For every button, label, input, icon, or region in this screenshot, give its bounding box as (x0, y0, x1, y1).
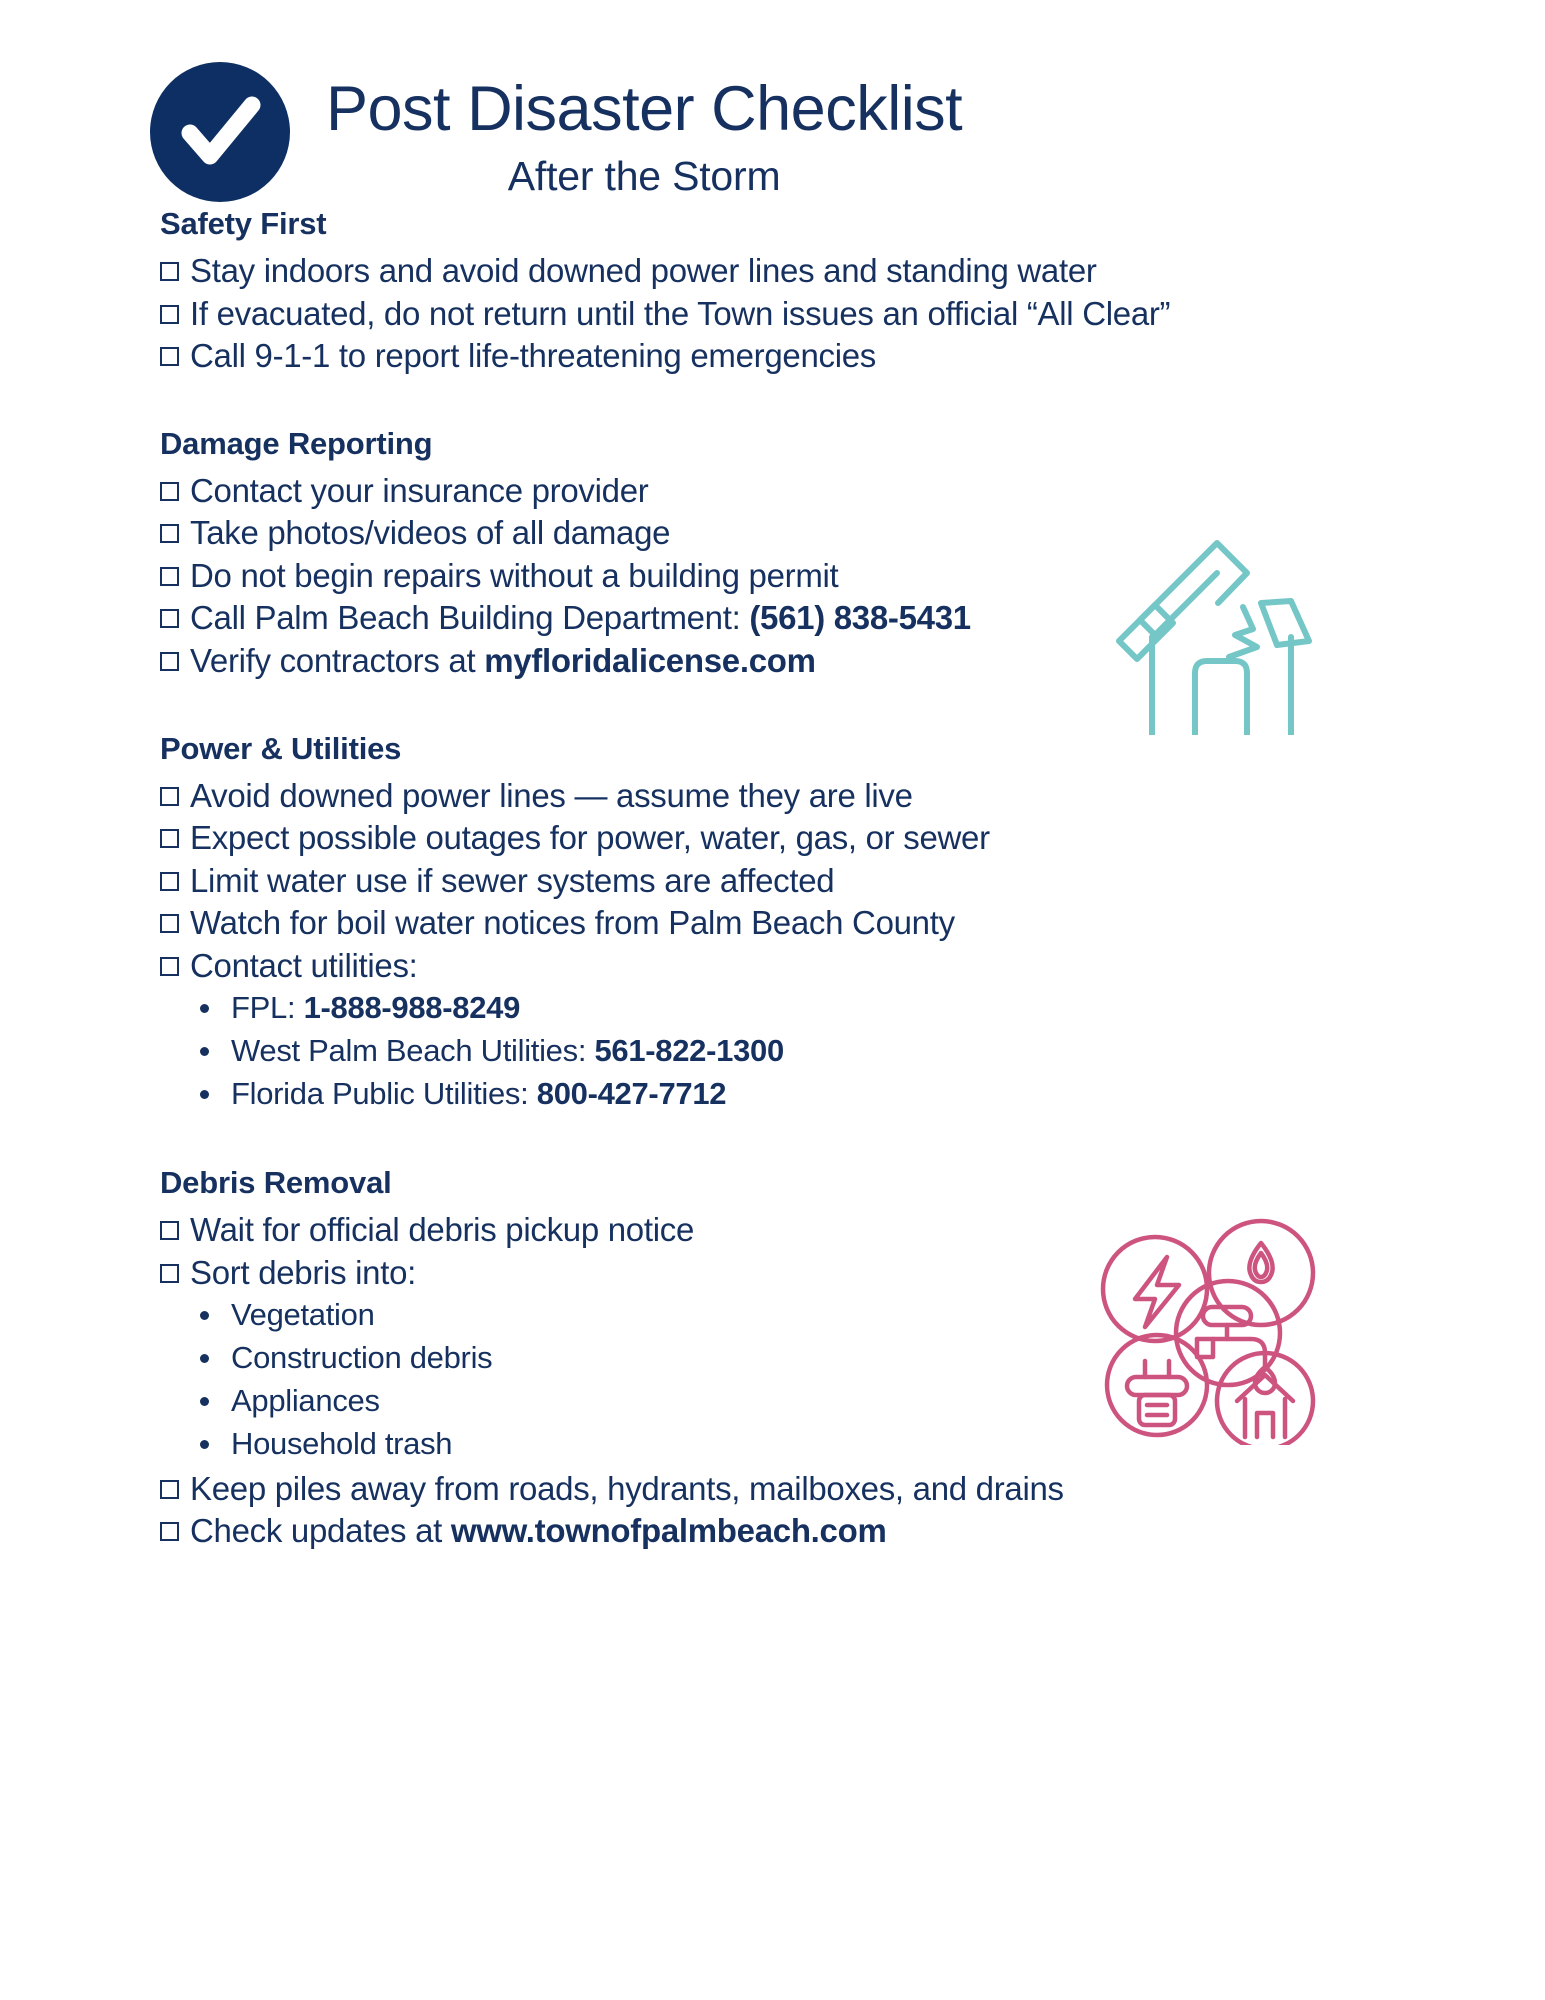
item-text: Check updates at (190, 1512, 451, 1550)
website-link[interactable]: myfloridalicense.com (484, 642, 816, 680)
list-item (200, 1031, 1395, 1071)
checkbox-icon[interactable] (160, 914, 179, 933)
checklist-item-label: Sort debris into: (190, 1253, 417, 1291)
item-text: Verify contractors at (190, 642, 485, 680)
checklist-item-label (190, 597, 1395, 639)
bullet-icon (200, 1397, 209, 1406)
checklist-item[interactable] (160, 250, 1395, 292)
website-link[interactable]: www.townofpalmbeach.com (450, 1512, 887, 1550)
checklist-item-label (190, 640, 1395, 682)
item-text: Florida Public Utilities: (231, 1076, 537, 1112)
checkbox-icon[interactable] (160, 609, 179, 628)
checkbox-icon[interactable] (160, 305, 179, 324)
phone-number: 800-427-7712 (536, 1076, 727, 1112)
checklist-item-label (190, 1510, 1395, 1552)
checklist-item[interactable] (160, 512, 1395, 554)
list-item (200, 1338, 1395, 1378)
bullet-icon (200, 1090, 209, 1099)
list-item-label (231, 1074, 726, 1114)
list-item-label: Household trash (231, 1426, 453, 1462)
section-debris-removal (160, 1165, 1395, 1552)
checklist-item[interactable] (160, 945, 1395, 987)
section-damage-reporting (160, 426, 1395, 682)
checkbox-icon[interactable] (160, 1264, 179, 1283)
item-text: Call Palm Beach Building Department: (190, 599, 750, 637)
checklist-item-label: Watch for boil water notices from Palm Beach County (190, 904, 955, 942)
bullet-icon (200, 1311, 209, 1320)
checklist-item[interactable] (160, 902, 1395, 944)
checklist-item[interactable] (160, 335, 1395, 377)
checkbox-icon[interactable] (160, 1480, 179, 1499)
spacer (160, 683, 1395, 731)
list-item (200, 1074, 1395, 1114)
list-item (200, 1424, 1395, 1464)
checklist-item-label: Avoid downed power lines — assume they are live (190, 776, 913, 814)
spacer (160, 378, 1395, 426)
checkbox-icon[interactable] (160, 787, 179, 806)
list-item-label (231, 1031, 784, 1071)
checkbox-icon[interactable] (160, 1522, 179, 1541)
section-safety-first (160, 206, 1395, 377)
checkbox-icon[interactable] (160, 524, 179, 543)
checkbox-icon[interactable] (160, 347, 179, 366)
bullet-icon (200, 1354, 209, 1363)
checklist-item[interactable] (160, 775, 1395, 817)
list-item-label: Construction debris (231, 1339, 493, 1375)
checklist-item-label: Wait for official debris pickup notice (190, 1211, 694, 1249)
list-item-label: Vegetation (231, 1296, 375, 1332)
phone-number: 1-888-988-8249 (303, 989, 521, 1025)
checklist-item-label: Take photos/videos of all damage (190, 514, 671, 552)
checklist-item[interactable] (160, 1209, 1395, 1251)
checkbox-icon[interactable] (160, 652, 179, 671)
checklist-item[interactable] (160, 470, 1395, 512)
phone-number: 561-822-1300 (594, 1032, 784, 1068)
document-header (0, 0, 1545, 199)
checklist-item-label: Limit water use if sewer systems are affected (190, 861, 835, 899)
checklist-item-label: Contact utilities: (190, 946, 418, 984)
checklist-item[interactable] (160, 640, 1395, 682)
checklist-item[interactable] (160, 817, 1395, 859)
checklist-item[interactable] (160, 1252, 1395, 1294)
checklist-item-label: Do not begin repairs without a building permit (190, 556, 839, 594)
checklist-item-label: If evacuated, do not return until the Town issues an official “All Clear” (190, 294, 1171, 332)
checkbox-icon[interactable] (160, 957, 179, 976)
section-heading: Debris Removal (160, 1165, 392, 1201)
list-item-label: Appliances (231, 1383, 380, 1419)
checklist-item-label: Keep piles away from roads, hydrants, mailboxes, and drains (190, 1469, 1064, 1507)
list-item (200, 1295, 1395, 1335)
checklist-item[interactable] (160, 1468, 1395, 1510)
section-power-utilities (160, 731, 1395, 1115)
page-title: Post Disaster Checklist (326, 74, 963, 144)
checklist-item-label: Stay indoors and avoid downed power lines and standing water (190, 252, 1097, 289)
checkbox-icon[interactable] (160, 567, 179, 586)
item-text: West Palm Beach Utilities: (231, 1032, 595, 1068)
checklist-item-label: Expect possible outages for power, water, gas, or sewer (190, 819, 990, 857)
list-item (200, 988, 1395, 1028)
checkbox-icon[interactable] (160, 482, 179, 501)
item-text: FPL: (231, 989, 304, 1025)
list-item-label (231, 988, 520, 1028)
checklist-item[interactable] (160, 860, 1395, 902)
bullet-icon (200, 1047, 209, 1056)
page-subtitle: After the Storm (507, 153, 781, 199)
spacer (160, 1117, 1395, 1165)
section-heading: Damage Reporting (160, 425, 433, 461)
checklist-item[interactable] (160, 293, 1395, 335)
checkbox-icon[interactable] (160, 262, 179, 281)
phone-number: (561) 838-5431 (749, 599, 971, 637)
checkmark-icon (150, 62, 290, 202)
checklist-item-label: Call 9-1-1 to report life-threatening emergencies (190, 337, 876, 375)
title-block (326, 60, 962, 200)
checklist-item[interactable] (160, 597, 1395, 639)
bullet-icon (200, 1004, 209, 1013)
checklist-item[interactable] (160, 1510, 1395, 1552)
checkbox-icon[interactable] (160, 829, 179, 848)
checkbox-icon[interactable] (160, 1221, 179, 1240)
list-item (200, 1381, 1395, 1421)
checkbox-icon[interactable] (160, 872, 179, 891)
section-heading: Safety First (160, 206, 327, 241)
checklist-content (0, 190, 1545, 1552)
checklist-item-label: Contact your insurance provider (190, 471, 649, 509)
checklist-item[interactable] (160, 555, 1395, 597)
bullet-icon (200, 1440, 209, 1449)
section-heading: Power & Utilities (160, 730, 402, 766)
